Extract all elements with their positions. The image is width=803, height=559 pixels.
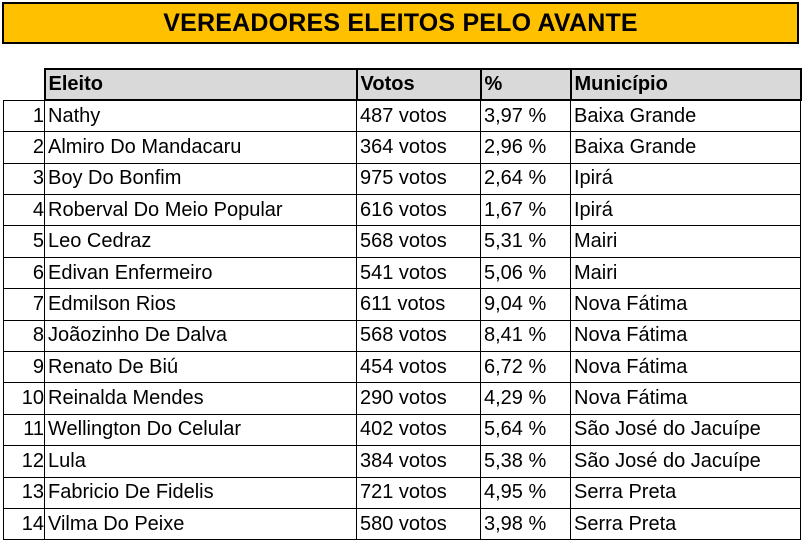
table-row (4, 132, 801, 163)
municipality-cell: Ipirá (571, 195, 801, 226)
header-votos: Votos (357, 69, 481, 100)
votes-cell: 487 votos (357, 100, 481, 131)
municipality-cell: Serra Preta (571, 477, 801, 508)
row-number-cell: 3 (4, 163, 45, 194)
percent-cell: 3,97 % (481, 100, 571, 131)
row-number-cell: 12 (4, 446, 45, 477)
percent-cell: 5,38 % (481, 446, 571, 477)
votes-cell: 611 votos (357, 289, 481, 320)
votes-cell: 975 votos (357, 163, 481, 194)
municipality-cell: Nova Fátima (571, 320, 801, 351)
votes-cell: 541 votos (357, 257, 481, 288)
row-number-cell: 6 (4, 257, 45, 288)
elected-name-cell: Nathy (45, 100, 357, 131)
votes-cell: 402 votos (357, 414, 481, 445)
percent-cell: 5,64 % (481, 414, 571, 445)
elected-name-cell: Fabricio De Fidelis (45, 477, 357, 508)
table-row (4, 226, 801, 257)
municipality-cell: São José do Jacuípe (571, 414, 801, 445)
votes-cell: 568 votos (357, 320, 481, 351)
municipality-cell: Baixa Grande (571, 100, 801, 131)
votes-cell: 721 votos (357, 477, 481, 508)
municipality-cell: Baixa Grande (571, 132, 801, 163)
municipality-cell: Mairi (571, 226, 801, 257)
votes-cell: 616 votos (357, 195, 481, 226)
page-title: VEREADORES ELEITOS PELO AVANTE (163, 8, 638, 37)
page-title-banner (2, 2, 799, 44)
row-number-cell: 10 (4, 383, 45, 414)
municipality-cell: Nova Fátima (571, 383, 801, 414)
elected-name-cell: Edivan Enfermeiro (45, 257, 357, 288)
row-number-cell: 5 (4, 226, 45, 257)
municipality-cell: Nova Fátima (571, 352, 801, 383)
municipality-cell: São José do Jacuípe (571, 446, 801, 477)
header-row (4, 69, 801, 100)
votes-cell: 568 votos (357, 226, 481, 257)
elected-name-cell: Boy Do Bonfim (45, 163, 357, 194)
header-percent: % (481, 69, 571, 100)
municipality-cell: Ipirá (571, 163, 801, 194)
elected-name-cell: Almiro Do Mandacaru (45, 132, 357, 163)
percent-cell: 8,41 % (481, 320, 571, 351)
row-number-cell: 1 (4, 100, 45, 131)
votes-cell: 454 votos (357, 352, 481, 383)
table-row (4, 320, 801, 351)
table-row (4, 163, 801, 194)
table-row (4, 289, 801, 320)
elected-name-cell: Edmilson Rios (45, 289, 357, 320)
elected-name-cell: Vilma Do Peixe (45, 508, 357, 539)
elected-name-cell: Lula (45, 446, 357, 477)
table-row (4, 257, 801, 288)
table-row (4, 508, 801, 539)
percent-cell: 2,64 % (481, 163, 571, 194)
elected-name-cell: Leo Cedraz (45, 226, 357, 257)
percent-cell: 5,31 % (481, 226, 571, 257)
row-number-cell: 11 (4, 414, 45, 445)
percent-cell: 6,72 % (481, 352, 571, 383)
votes-cell: 384 votos (357, 446, 481, 477)
votes-cell: 290 votos (357, 383, 481, 414)
votes-cell: 364 votos (357, 132, 481, 163)
percent-cell: 4,29 % (481, 383, 571, 414)
municipality-cell: Serra Preta (571, 508, 801, 539)
table-row (4, 100, 801, 131)
elected-name-cell: Reinalda Mendes (45, 383, 357, 414)
table-row (4, 352, 801, 383)
row-number-cell: 9 (4, 352, 45, 383)
elected-name-cell: Wellington Do Celular (45, 414, 357, 445)
votes-cell: 580 votos (357, 508, 481, 539)
header-corner (4, 69, 45, 100)
municipality-cell: Mairi (571, 257, 801, 288)
header-municipio: Município (571, 69, 801, 100)
percent-cell: 2,96 % (481, 132, 571, 163)
elected-name-cell: Renato De Biú (45, 352, 357, 383)
row-number-cell: 4 (4, 195, 45, 226)
percent-cell: 9,04 % (481, 289, 571, 320)
elected-name-cell: Roberval Do Meio Popular (45, 195, 357, 226)
percent-cell: 5,06 % (481, 257, 571, 288)
results-table (3, 68, 802, 540)
table-row (4, 383, 801, 414)
table-row (4, 414, 801, 445)
row-number-cell: 13 (4, 477, 45, 508)
table-row (4, 446, 801, 477)
table-row (4, 195, 801, 226)
percent-cell: 4,95 % (481, 477, 571, 508)
row-number-cell: 14 (4, 508, 45, 539)
percent-cell: 1,67 % (481, 195, 571, 226)
header-eleito: Eleito (45, 69, 357, 100)
row-number-cell: 2 (4, 132, 45, 163)
municipality-cell: Nova Fátima (571, 289, 801, 320)
row-number-cell: 7 (4, 289, 45, 320)
elected-name-cell: Joãozinho De Dalva (45, 320, 357, 351)
row-number-cell: 8 (4, 320, 45, 351)
percent-cell: 3,98 % (481, 508, 571, 539)
table-row (4, 477, 801, 508)
